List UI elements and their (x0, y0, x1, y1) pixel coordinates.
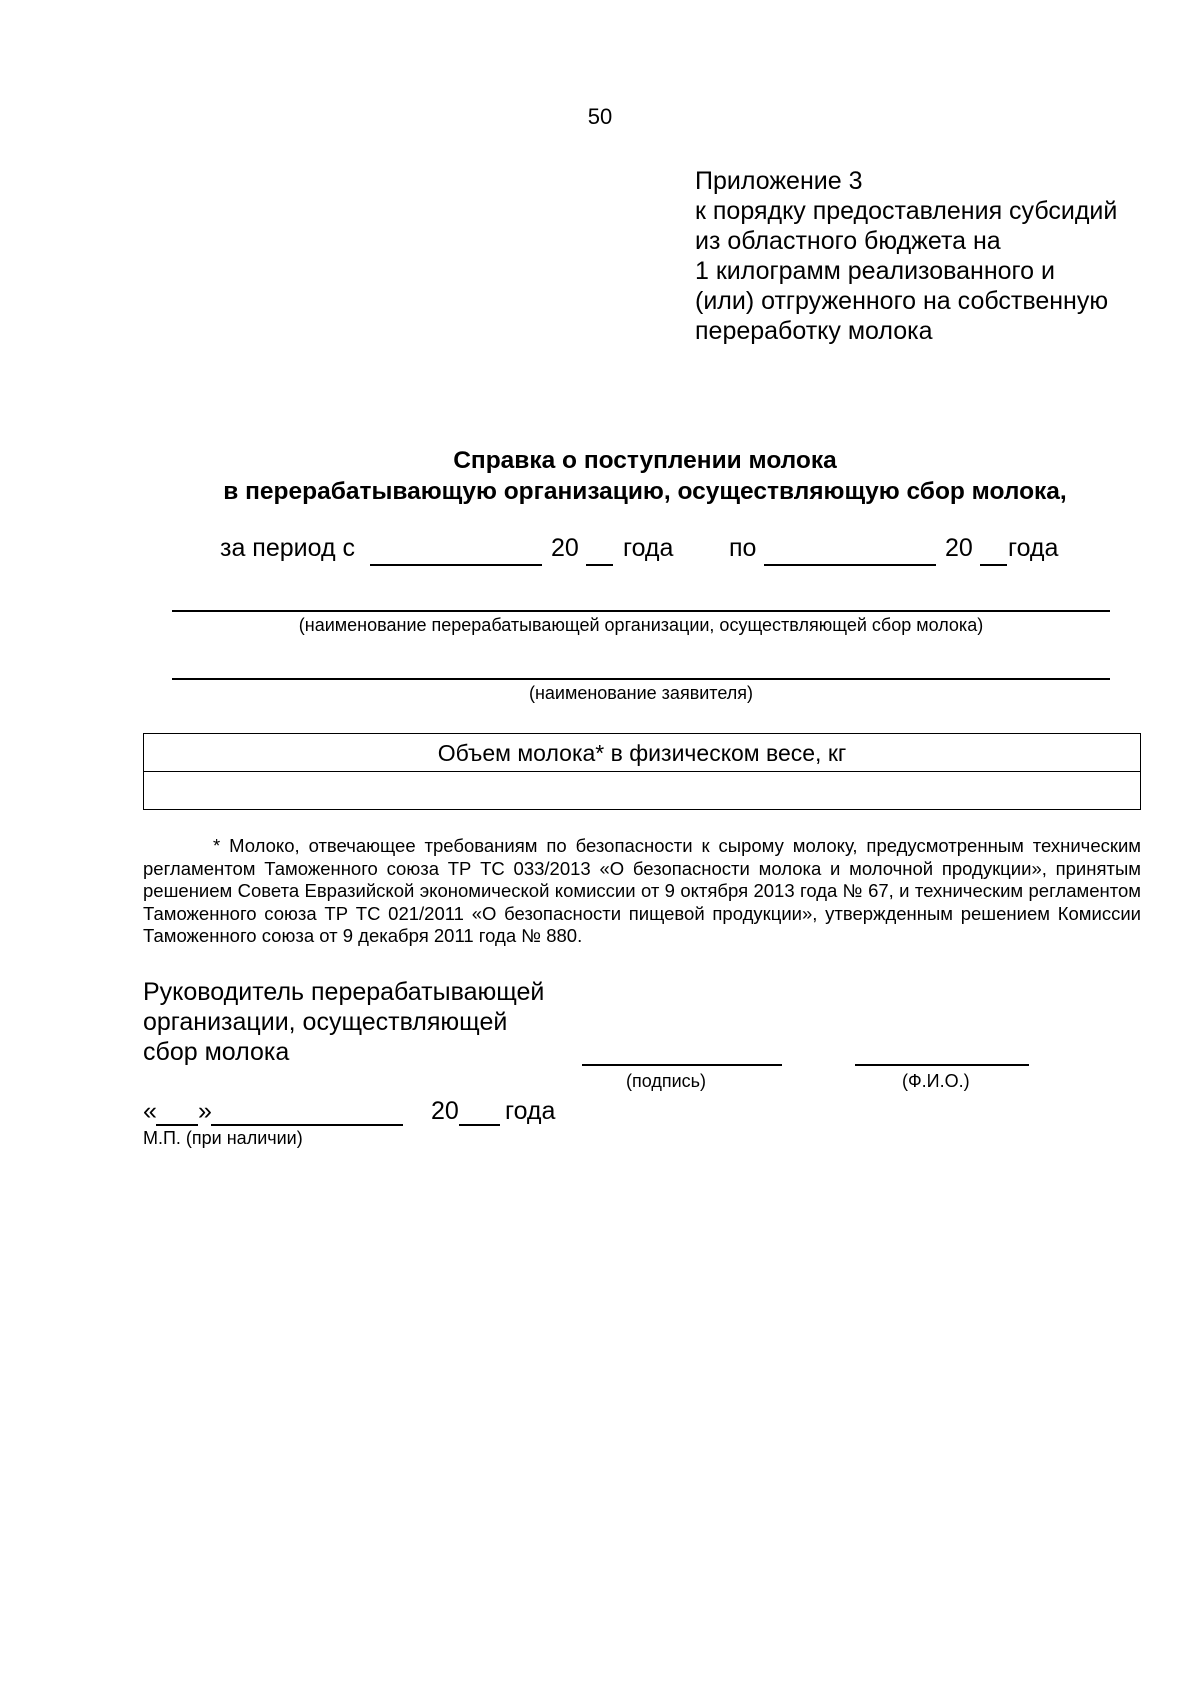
organization-name-caption: (наименование перерабатывающей организации, осуществляющей сбор молока) (298, 615, 984, 635)
date-year-blank[interactable] (459, 1124, 500, 1126)
signer-line: организации, осуществляющей (143, 1008, 508, 1036)
milk-volume-table (143, 733, 1141, 810)
signer-line: сбор молока (143, 1038, 290, 1066)
page-number: 50 (587, 104, 613, 129)
period-start-date-blank[interactable] (370, 564, 542, 566)
date-open-quote: « (143, 1097, 157, 1125)
signature-line[interactable] (582, 1064, 782, 1066)
period-end-date-blank[interactable] (764, 564, 936, 566)
title-line-2: в перерабатывающую организацию, осуществляющую сбор молока, (223, 478, 1067, 505)
appendix-line: из областного бюджета на (695, 227, 1001, 255)
appendix-line: переработку молока (695, 317, 933, 345)
date-close-quote: » (198, 1097, 212, 1125)
appendix-line: к порядку предоставления субсидий (695, 197, 1118, 225)
stamp-note: М.П. (при наличии) (143, 1128, 303, 1148)
date-month-blank[interactable] (211, 1124, 403, 1126)
period-year-suffix-2: года (1008, 534, 1059, 562)
footnote (143, 835, 1141, 948)
full-name-caption: (Ф.И.О.) (902, 1071, 970, 1091)
date-day-blank[interactable] (156, 1124, 198, 1126)
period-year-prefix-1: 20 (551, 534, 579, 562)
organization-name-line[interactable] (172, 610, 1110, 612)
date-line (143, 1097, 663, 1129)
applicant-name-caption: (наименование заявителя) (528, 683, 754, 703)
date-year-prefix: 20 (431, 1097, 459, 1125)
period-year-suffix-1: года (623, 534, 674, 562)
signer-line: Руководитель перерабатывающей (143, 978, 545, 1006)
table-header-cell: Объем молока* в физическом весе, кг (144, 734, 1140, 772)
signer-title (143, 977, 544, 1067)
applicant-name-line[interactable] (172, 678, 1110, 680)
document-title (0, 445, 1200, 507)
period-start-year-blank[interactable] (586, 564, 613, 566)
appendix-line: 1 килограмм реализованного и (695, 257, 1055, 285)
table-value-cell[interactable] (144, 772, 1140, 809)
period-from-label: за период с (220, 534, 356, 562)
appendix-line: Приложение 3 (695, 167, 863, 195)
title-line-1: Справка о поступлении молока (453, 447, 837, 474)
full-name-line[interactable] (855, 1064, 1029, 1066)
date-year-suffix: года (505, 1097, 556, 1125)
period-to-label: по (729, 534, 757, 562)
period-end-year-blank[interactable] (980, 564, 1007, 566)
signature-caption: (подпись) (626, 1071, 707, 1091)
appendix-reference (695, 166, 1117, 346)
period-year-prefix-2: 20 (945, 534, 973, 562)
period-line (0, 534, 1200, 570)
appendix-line: (или) отгруженного на собственную (695, 287, 1109, 315)
footnote-text: * Молоко, отвечающее требованиям по безопасности к сырому молоку, предусмотренным техническим регламентом Таможенного союза ТР ТС 033/2013 «О безопасности молока и молочной продукции», принятым решением Совета Евразийской экономической комиссии от 9 октября 2013 года № 67, и техническим регламентом Таможенного союза ТР ТС 021/2011 «О безопасности пищевой продукции», утвержденным решением Комиссии Таможенного союза от 9 декабря 2011 года № 880. (143, 835, 1141, 946)
